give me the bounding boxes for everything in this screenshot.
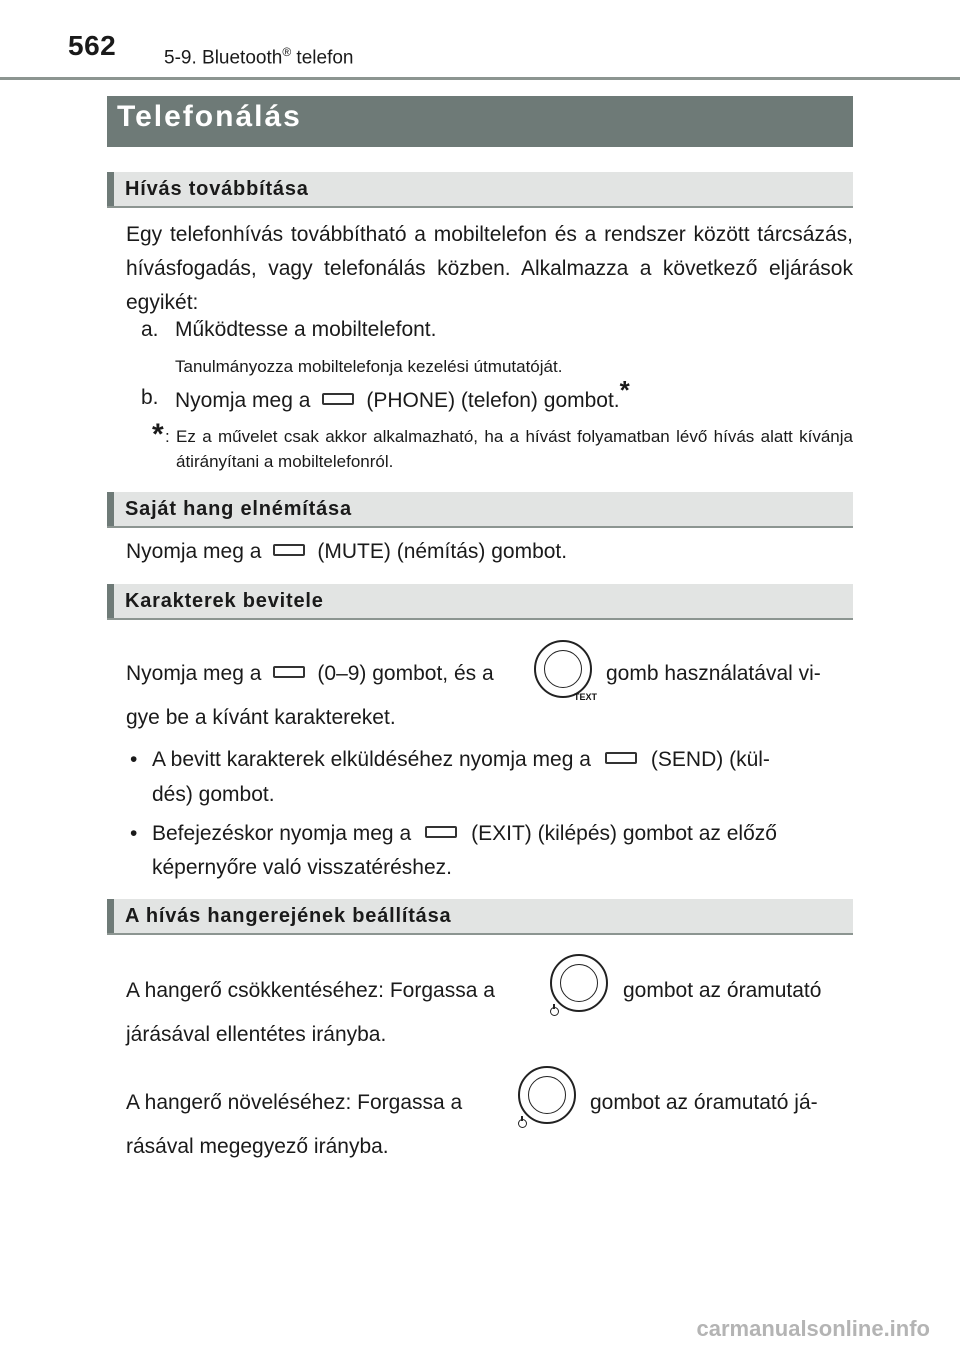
running-header-suffix: telefon xyxy=(291,47,354,69)
volume-down-line2: járásával ellentétes irányba. xyxy=(126,1023,387,1046)
send-button-icon xyxy=(605,752,637,764)
text-knob-icon xyxy=(532,638,600,706)
footnote-text: Ez a művelet csak akkor alkalmazható, ha a hívást folyamatban lévő hívás alatt kívánja átirányítani a mobiltelefonról. xyxy=(176,427,853,471)
phone-button-icon xyxy=(322,393,354,405)
bullet-2-line1 xyxy=(152,817,777,851)
step-b-pre: Nyomja meg a xyxy=(175,389,311,412)
footnote-colon: : xyxy=(165,427,170,446)
chars-line2: gye be a kívánt karaktereket. xyxy=(126,706,396,729)
mute-button-icon xyxy=(273,544,305,556)
chars-post: gomb használatával vi- xyxy=(606,662,821,685)
bullet-1-pre: A bevitt karakterek elküldéséhez nyomja meg a xyxy=(152,748,591,771)
section-title: Saját hang elnémítása xyxy=(125,498,352,520)
volume-down-pre: A hangerő csökkentéséhez: Forgassa a xyxy=(126,979,495,1002)
step-b-post: (PHONE) (telefon) gombot. xyxy=(366,389,620,412)
knob-inner-ring xyxy=(560,964,598,1002)
bullet-1-line2: dés) gombot. xyxy=(152,783,275,806)
volume-knob-icon xyxy=(546,952,612,1018)
section-header-hivas-tovabbitasa xyxy=(107,172,853,208)
step-b-marker: b. xyxy=(141,386,159,409)
header-rule xyxy=(0,77,960,80)
section-title: A hívás hangerejének beállítása xyxy=(125,905,452,927)
volume-up-pre: A hangerő növeléséhez: Forgassa a xyxy=(126,1091,463,1114)
running-header-prefix: 5-9. Bluetooth xyxy=(164,47,283,69)
watermark: carmanualsonline.info xyxy=(696,1316,930,1341)
section-header-sajat-hang xyxy=(107,492,853,528)
mute-post: (MUTE) (némítás) gombot. xyxy=(317,540,568,563)
registered-mark: ® xyxy=(282,45,292,59)
bullet-1-marker: • xyxy=(130,748,138,771)
volume-down-post: gombot az óramutató xyxy=(623,979,822,1002)
step-a-note: Tanulmányozza mobiltelefonja kezelési útmutatóját. xyxy=(175,357,563,376)
knob-inner-ring xyxy=(528,1076,566,1114)
section-title: Hívás továbbítása xyxy=(125,178,309,200)
page-title: Telefonálás xyxy=(117,100,302,133)
mute-instruction xyxy=(126,535,567,569)
volume-knob-icon xyxy=(514,1064,580,1130)
section-title: Karakterek bevitele xyxy=(125,590,324,612)
power-icon xyxy=(518,1119,527,1128)
footnote-star: * xyxy=(619,375,630,405)
step-b-text xyxy=(175,375,630,418)
chars-mid: (0–9) gombot, és a xyxy=(317,662,494,685)
bullet-2-line2: képernyőre való visszatéréshez. xyxy=(152,856,452,879)
knob-text-label: TEXT xyxy=(574,692,598,702)
digit-button-icon xyxy=(273,666,305,678)
running-header xyxy=(164,45,353,69)
bullet-2-marker: • xyxy=(130,822,138,845)
bullet-2-pre: Befejezéskor nyomja meg a xyxy=(152,822,412,845)
section-header-hangero xyxy=(107,899,853,935)
hivas-intro: Egy telefonhívás továbbítható a mobiltelefon és a rendszer között tárcsázás, hívásfogadás, vagy telefonálás közben. Alkalmazza a következő eljárások egyikét: xyxy=(126,223,853,314)
chars-pre: Nyomja meg a xyxy=(126,662,262,685)
bullet-2-post: (EXIT) (kilépés) gombot az előző xyxy=(471,822,777,845)
mute-pre: Nyomja meg a xyxy=(126,540,262,563)
exit-button-icon xyxy=(425,826,457,838)
step-a-marker: a. xyxy=(141,318,159,341)
bullet-1-post: (SEND) (kül- xyxy=(650,748,770,771)
step-a-text: Működtesse a mobiltelefont. xyxy=(175,318,437,341)
knob-inner-ring xyxy=(544,650,582,688)
section-header-karakterek xyxy=(107,584,853,620)
volume-up-post: gombot az óramutató já- xyxy=(590,1091,818,1114)
page-number: 562 xyxy=(68,30,117,61)
footnote-marker: * xyxy=(152,418,164,451)
bullet-1-line1 xyxy=(152,743,770,777)
volume-up-line2: rásával megegyező irányba. xyxy=(126,1135,389,1158)
power-icon xyxy=(550,1007,559,1016)
